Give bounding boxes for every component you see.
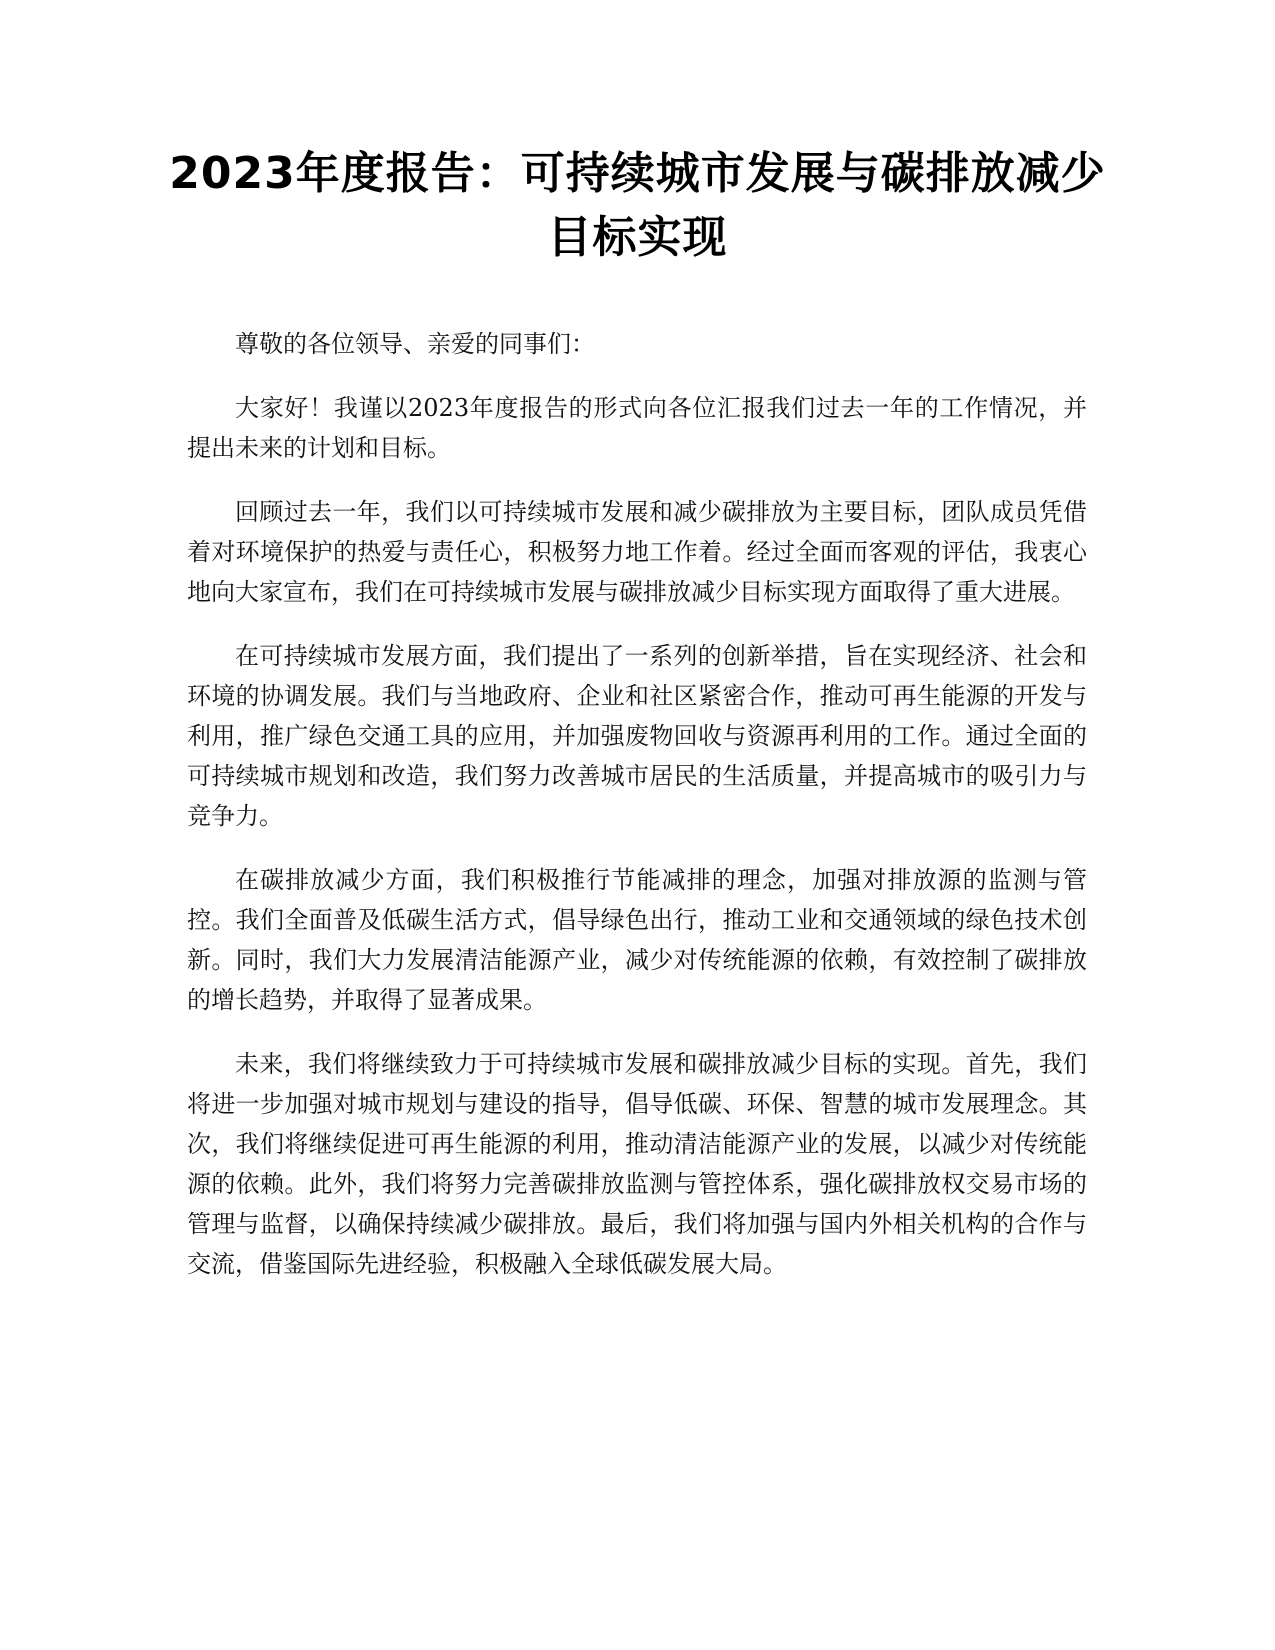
carbon-reduction-paragraph: 在碳排放减少方面，我们积极推行节能减排的理念，加强对排放源的监测与管控。我们全面普及低碳生活方式，倡导绿色出行，推动工业和交通领域的绿色技术创新。同时，我们大力发展清洁能源产业，减少对传统能源的依赖，有效控制了碳排放的增长趋势，并取得了显著成果。 <box>187 866 1087 1014</box>
review-paragraph: 回顾过去一年，我们以可持续城市发展和减少碳排放为主要目标，团队成员凭借着对环境保护的热爱与责任心，积极努力地工作着。经过全面而客观的评估，我衷心地向大家宣布，我们在可持续城市发展与碳排放减少目标实现方面取得了重大进展。 <box>187 498 1087 606</box>
future-plan-paragraph: 未来，我们将继续致力于可持续城市发展和碳排放减少目标的实现。首先，我们将进一步加强对城市规划与建设的指导，倡导低碳、环保、智慧的城市发展理念。其次，我们将继续促进可再生能源的利用，推动清洁能源产业的发展，以减少对传统能源的依赖。此外，我们将努力完善碳排放监测与管控体系，强化碳排放权交易市场的管理与监督，以确保持续减少碳排放。最后，我们将加强与国内外相关机构的合作与交流，借鉴国际先进经验，积极融入全球低碳发展大局。 <box>187 1050 1087 1278</box>
greeting-paragraph: 大家好！我谨以2023年度报告的形式向各位汇报我们过去一年的工作情况，并提出未来的计划和目标。 <box>187 394 1087 462</box>
document-body <box>187 324 1087 1308</box>
document-title: 2023年度报告：可持续城市发展与碳排放减少目标实现 <box>169 148 1106 263</box>
sustainable-development-paragraph: 在可持续城市发展方面，我们提出了一系列的创新举措，旨在实现经济、社会和环境的协调发展。我们与当地政府、企业和社区紧密合作，推动可再生能源的开发与利用，推广绿色交通工具的应用，并加强废物回收与资源再利用的工作。通过全面的可持续城市规划和改造，我们努力改善城市居民的生活质量，并提高城市的吸引力与竞争力。 <box>187 642 1087 830</box>
salutation-paragraph: 尊敬的各位领导、亲爱的同事们： <box>235 330 595 358</box>
